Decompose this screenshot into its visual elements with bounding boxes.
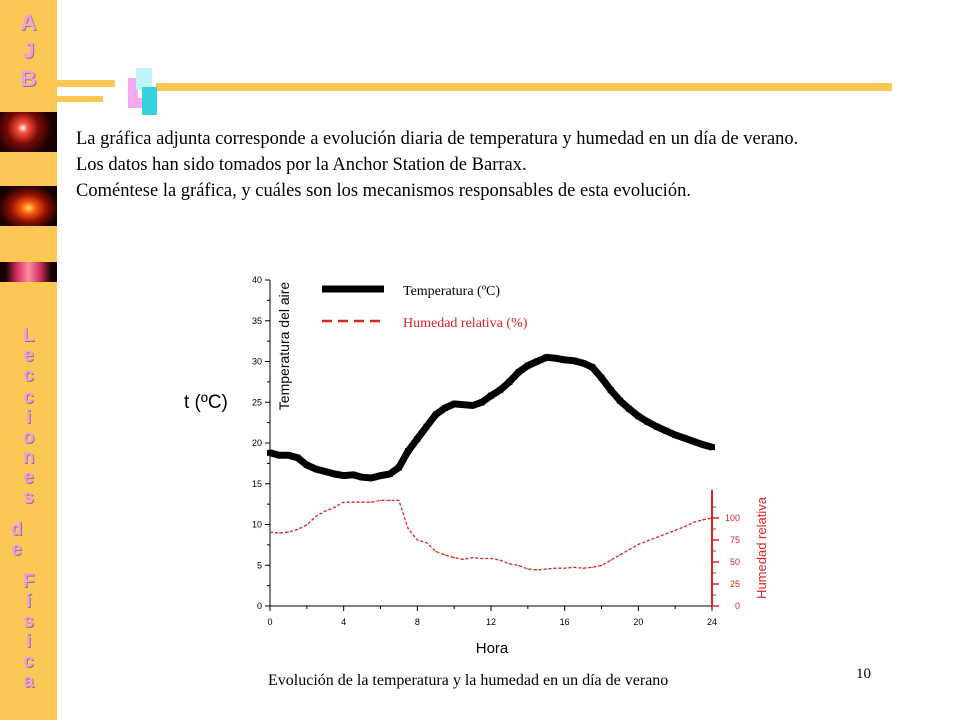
sidebar-title-letter: n [22, 447, 35, 468]
temperature-point [617, 398, 623, 404]
humidity-point [555, 568, 556, 569]
temperature-point [497, 387, 503, 393]
y-left-tick-label: 15 [251, 478, 262, 489]
temperature-point [571, 358, 577, 364]
humidity-point [527, 568, 528, 569]
humidity-point [564, 568, 565, 569]
intro-line-3: Coméntese la gráfica, y cuáles son los mecanismos responsables de esta evolución. [76, 181, 691, 201]
y-right-tick-label: 25 [729, 579, 740, 589]
sidebar-title-letter: L [22, 325, 35, 346]
humidity-point [343, 502, 344, 503]
temperature-point [460, 402, 466, 408]
sidebar-title-letter: s [23, 611, 34, 632]
temperature-point [350, 472, 356, 478]
temperature-point [332, 471, 338, 477]
temperature-point [276, 452, 282, 458]
humidity-point [269, 532, 270, 533]
legend-humidity-label: Humedad relativa (%) [403, 316, 528, 331]
temperature-point [580, 360, 586, 366]
temperature-point [396, 465, 402, 471]
temperature-point [709, 444, 715, 450]
humidity-point [288, 532, 289, 533]
humidity-point [619, 554, 620, 555]
humidity-point [279, 532, 280, 533]
temperature-point [479, 399, 485, 405]
temperature-point [645, 419, 651, 425]
sidebar-title-letter: F [22, 571, 35, 592]
temperature-point [433, 412, 439, 418]
x-tick-label: 16 [559, 617, 570, 627]
x-tick-label: 20 [633, 617, 644, 627]
sidebar-logo-letter: J [22, 38, 35, 63]
x-axis-label: Hora [475, 640, 509, 657]
humidity-point [380, 500, 381, 501]
temperature-point [322, 469, 328, 475]
sidebar-title-letter: i [25, 631, 32, 652]
y-right-tick-label: 0 [734, 601, 740, 611]
humidity-point [629, 549, 630, 550]
temperature-point [267, 450, 273, 456]
sidebar-title-letter: d [10, 519, 23, 540]
humidity-point [592, 567, 593, 568]
intro-line-2: Los datos han sido tomados por la Anchor Station de Barrax. [76, 155, 527, 175]
humidity-point [297, 529, 298, 530]
sidebar-title-letter: c [23, 651, 34, 672]
sidebar-title-letter: e [23, 467, 34, 488]
humidity-point [463, 559, 464, 560]
temperature-point [368, 475, 374, 481]
temperature-point [626, 406, 632, 412]
humidity-point [398, 500, 399, 501]
sidebar-title-letter: e [23, 345, 34, 366]
x-tick-label: 0 [267, 617, 273, 627]
y-right-tick-label: 100 [724, 513, 740, 523]
chart-caption: Evolución de la temperatura y la humedad en un día de verano [268, 672, 669, 689]
temperature-point [285, 452, 291, 458]
sidebar-logo-letter: A [20, 10, 37, 35]
sidebar-title-letter: c [23, 387, 34, 408]
temperature-line [270, 357, 712, 478]
y-left-tick-label: 20 [251, 438, 262, 448]
y-left-tick-label: 35 [251, 315, 262, 326]
humidity-point [389, 500, 390, 501]
temperature-point [543, 354, 549, 360]
y-right-tick-label: 75 [729, 535, 740, 545]
humidity-point [610, 560, 611, 561]
y-left-tick-label: 0 [256, 601, 262, 611]
humidity-point [315, 516, 316, 517]
humidity-point [638, 544, 639, 545]
temperature-point [534, 359, 540, 365]
sidebar-logo-letter: B [20, 66, 37, 91]
x-tick-label: 24 [706, 617, 718, 627]
sidebar-title-letter: í [25, 591, 32, 612]
y-right-tick-label: 50 [729, 557, 740, 567]
humidity-point [702, 519, 703, 520]
humidity-point [444, 554, 445, 555]
y-left-tick-label: 30 [251, 356, 262, 367]
humidity-point [693, 522, 694, 523]
temperature-point [424, 424, 430, 430]
humidity-point [481, 558, 482, 559]
temperature-point [672, 432, 678, 438]
sidebar-title-letter: o [22, 427, 35, 448]
humidity-point [684, 526, 685, 527]
temperature-point [414, 436, 420, 442]
humidity-point [601, 565, 602, 566]
temperature-point [681, 435, 687, 441]
y-right-axis-label: Humedad relativa [754, 497, 769, 599]
temperature-point [313, 466, 319, 472]
temperature-point [562, 357, 568, 363]
temperature-point [442, 405, 448, 411]
humidity-point [518, 565, 519, 566]
temperature-point [691, 438, 697, 444]
intro-line-1: La gráfica adjunta corresponde a evolución diaria de temperatura y humedad en un día de verano. [76, 129, 799, 149]
humidity-point [435, 551, 436, 552]
sidebar-title-letter: c [23, 365, 34, 386]
legend-temperature-label: Temperatura (ºC) [403, 284, 501, 299]
temperature-point [589, 364, 595, 370]
humidity-point [362, 502, 363, 503]
temperature-point [405, 448, 411, 454]
temperature-point [359, 474, 365, 480]
sidebar-title-letter: e [11, 539, 22, 560]
humidity-point [426, 542, 427, 543]
sidebar-title-letter: i [25, 407, 32, 428]
y-left-tick-label: 10 [251, 519, 262, 530]
humidity-point [306, 524, 307, 525]
humidity-point [536, 569, 537, 570]
humidity-point [490, 558, 491, 559]
temperature-point [608, 387, 614, 393]
humidity-point [454, 557, 455, 558]
humidity-line [270, 500, 712, 570]
humidity-point [417, 539, 418, 540]
humidity-point [573, 567, 574, 568]
sidebar-title-letter: s [23, 487, 34, 508]
temperature-point [451, 401, 457, 407]
temperature-point [700, 442, 706, 448]
humidity-point [583, 568, 584, 569]
temperature-point [295, 455, 301, 461]
temperature-point [663, 428, 669, 434]
humidity-point [352, 502, 353, 503]
x-tick-label: 4 [341, 617, 347, 627]
humidity-point [711, 517, 712, 518]
humidity-point [509, 563, 510, 564]
y-left-tick-label: 25 [251, 397, 262, 408]
humidity-point [665, 533, 666, 534]
temperature-point [488, 393, 494, 399]
y-left-outer-label: t (ºC) [184, 392, 228, 413]
temperature-point [635, 413, 641, 419]
y-left-axis-label: Temperatura del aire [276, 281, 292, 411]
temperature-point [506, 379, 512, 385]
humidity-point [647, 540, 648, 541]
humidity-point [472, 557, 473, 558]
temperature-point [654, 424, 660, 430]
temperature-point [378, 473, 384, 479]
y-left-tick-label: 40 [251, 275, 262, 285]
humidity-point [371, 502, 372, 503]
temperature-point [516, 369, 522, 375]
humidity-point [546, 568, 547, 569]
temperature-point [304, 462, 310, 468]
page-number: 10 [856, 666, 871, 682]
y-left-tick-label: 5 [256, 560, 262, 571]
humidity-point [334, 507, 335, 508]
x-tick-label: 8 [414, 617, 420, 627]
humidity-point [325, 510, 326, 511]
temperature-point [553, 355, 559, 361]
temperature-point [525, 363, 531, 369]
temperature-point [599, 375, 605, 381]
humidity-point [500, 560, 501, 561]
humidity-point [408, 528, 409, 529]
sidebar-title-letter: a [23, 671, 34, 692]
temperature-point [341, 473, 347, 479]
humidity-point [656, 537, 657, 538]
temperature-point [470, 403, 476, 409]
x-tick-label: 12 [485, 617, 497, 627]
temperature-point [387, 471, 393, 477]
humidity-point [675, 530, 676, 531]
